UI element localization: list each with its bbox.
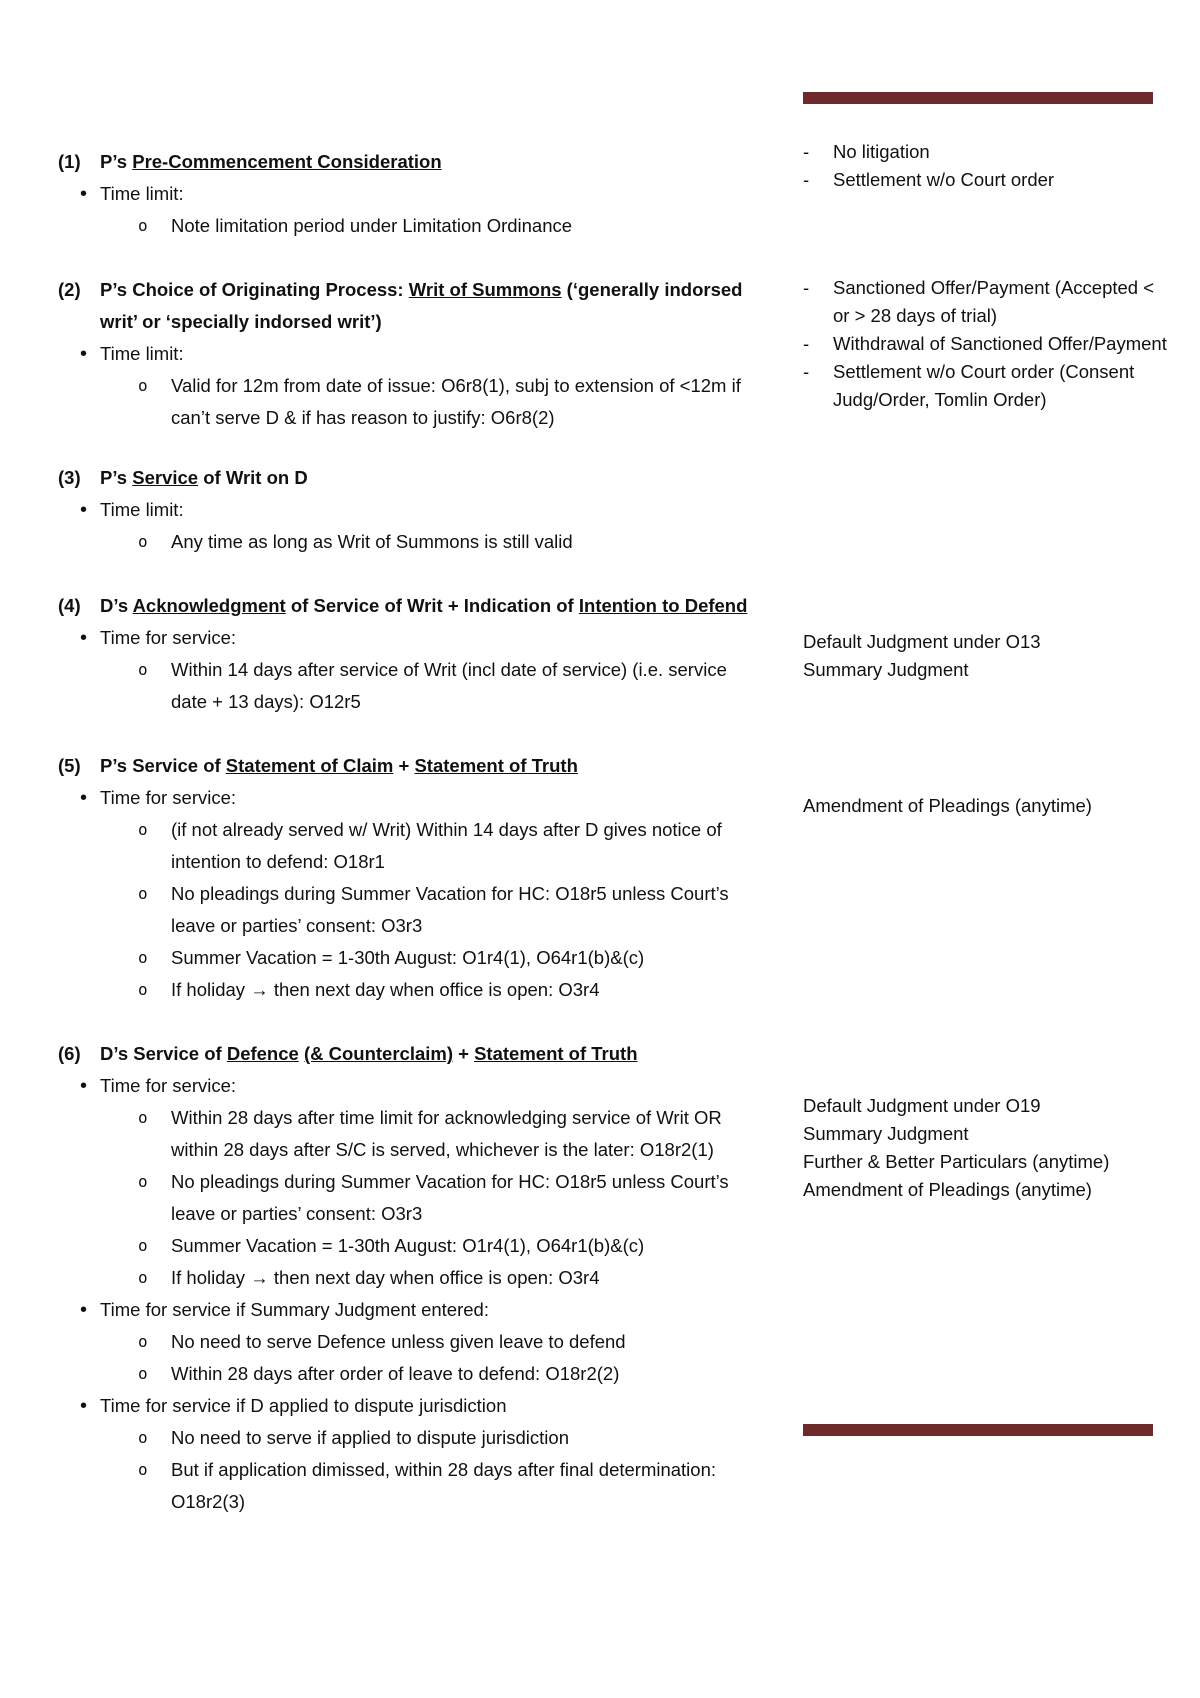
bullet-list	[58, 338, 758, 434]
side-note-item: Default Judgment under O19	[803, 1095, 1041, 1116]
sub-item: o Note limitation period under Limitation Ordinance	[100, 210, 758, 242]
title-text-underlined: Service	[132, 467, 199, 488]
sub-item: o No pleadings during Summer Vacation for HC: O18r5 unless Court’s leave or parties’ consent: O3r3	[100, 1166, 758, 1230]
bullet-label: Time limit:	[100, 499, 184, 520]
section-2	[58, 274, 758, 434]
bottom-accent-bar	[803, 1424, 1153, 1436]
title-text: P’s	[100, 467, 133, 488]
title-text: +	[453, 1043, 475, 1064]
bullet-item	[58, 338, 758, 434]
section-heading	[58, 1038, 758, 1070]
side-note-item: Amendment of Pleadings (anytime)	[803, 795, 1092, 816]
side-note-item: Further & Better Particulars (anytime)	[803, 1151, 1110, 1172]
section-title	[100, 146, 758, 178]
dash-list	[803, 138, 1173, 194]
sub-list	[100, 526, 758, 558]
title-text: of Service of Writ + Indication of	[285, 595, 579, 616]
section-title	[100, 462, 758, 494]
section-5	[58, 750, 758, 1006]
sub-list	[100, 1422, 758, 1518]
section-heading	[58, 146, 758, 178]
side-note-item: - Settlement w/o Court order	[803, 166, 1173, 194]
side-note-item: Summary Judgment	[803, 1123, 969, 1144]
dash-list	[803, 274, 1173, 414]
sub-item: o If holiday → then next day when office is open: O3r4	[100, 974, 758, 1006]
side-note-item: Default Judgment under O13	[803, 631, 1041, 652]
section-title	[100, 274, 758, 338]
sub-list	[100, 1326, 758, 1390]
sub-item: o (if not already served w/ Writ) Within 14 days after D gives notice of intention to defend: O18r1	[100, 814, 758, 878]
bullet-label: Time for service if Summary Judgment entered:	[100, 1299, 489, 1320]
sub-item: o Within 14 days after service of Writ (incl date of service) (i.e. service date + 13 days): O12r5	[100, 654, 758, 718]
section-number: (6)	[58, 1043, 81, 1064]
side-note-2	[803, 274, 1173, 414]
title-text-underlined: Intention to Defend	[578, 595, 748, 616]
bullet-list	[58, 494, 758, 558]
side-note-4	[803, 792, 1173, 820]
title-text: D’s Service of	[100, 1043, 227, 1064]
sub-item: o No need to serve Defence unless given leave to defend	[100, 1326, 758, 1358]
section-1	[58, 146, 758, 242]
sub-list	[100, 814, 758, 1006]
title-text-underlined: Statement of Truth	[474, 1043, 638, 1064]
side-note-item: Amendment of Pleadings (anytime)	[803, 1179, 1092, 1200]
sub-list	[100, 210, 758, 242]
title-text-underlined: Acknowledgment	[132, 595, 286, 616]
section-4	[58, 590, 758, 718]
title-text: P’s Service of	[100, 755, 226, 776]
bullet-list	[58, 1070, 758, 1518]
bullet-item	[58, 1070, 758, 1294]
sub-item: o Within 28 days after order of leave to defend: O18r2(2)	[100, 1358, 758, 1390]
bullet-list	[58, 782, 758, 1006]
side-note-item: - Settlement w/o Court order (Consent Judg/Order, Tomlin Order)	[803, 358, 1173, 414]
side-note-item: - Withdrawal of Sanctioned Offer/Payment	[803, 330, 1173, 358]
sub-list	[100, 654, 758, 718]
section-number: (4)	[58, 595, 81, 616]
title-text-underlined: Statement of Claim	[225, 755, 394, 776]
side-note-item: - Sanctioned Offer/Payment (Accepted < or > 28 days of trial)	[803, 274, 1173, 330]
bullet-list	[58, 178, 758, 242]
sub-item: o No need to serve if applied to dispute jurisdiction	[100, 1422, 758, 1454]
title-text: D’s	[100, 595, 133, 616]
title-text: +	[393, 755, 415, 776]
sub-item: o Summer Vacation = 1-30th August: O1r4(1), O64r1(b)&(c)	[100, 942, 758, 974]
sub-item: o Summer Vacation = 1-30th August: O1r4(1), O64r1(b)&(c)	[100, 1230, 758, 1262]
side-note-item: - No litigation	[803, 138, 1173, 166]
title-text-underlined: Statement of Truth	[414, 755, 578, 776]
title-text: (‘generally indorsed writ’ or ‘specially indorsed writ’)	[100, 279, 743, 332]
section-heading	[58, 274, 758, 338]
title-text-underlined: (& Counterclaim)	[303, 1043, 453, 1064]
bullet-label: Time for service:	[100, 787, 237, 808]
sub-item: o But if application dimissed, within 28 days after final determination: O18r2(3)	[100, 1454, 758, 1518]
sub-item: o No pleadings during Summer Vacation for HC: O18r5 unless Court’s leave or parties’ consent: O3r3	[100, 878, 758, 942]
sub-item: o Within 28 days after time limit for acknowledging service of Writ OR within 28 days after S/C is served, whichever is the later: O18r2(1)	[100, 1102, 758, 1166]
bullet-label: Time for service:	[100, 627, 237, 648]
title-text-underlined: Defence	[226, 1043, 299, 1064]
bullet-item	[58, 782, 758, 1006]
bullet-list	[58, 622, 758, 718]
top-accent-bar	[803, 92, 1153, 104]
section-number: (1)	[58, 151, 81, 172]
title-text-underlined: Writ of Summons	[408, 279, 562, 300]
title-text: P’s	[100, 151, 133, 172]
sub-item: o Valid for 12m from date of issue: O6r8(1), subj to extension of <12m if can’t serve D & if has reason to justify: O6r8(2)	[100, 370, 758, 434]
title-text: of Writ on D	[198, 467, 308, 488]
section-number: (5)	[58, 755, 81, 776]
section-number: (2)	[58, 279, 81, 300]
bullet-item	[58, 1390, 758, 1518]
bullet-item	[58, 178, 758, 242]
bullet-item	[58, 622, 758, 718]
section-title	[100, 750, 758, 782]
bullet-item	[58, 1294, 758, 1390]
procedure-steps	[58, 146, 758, 1518]
bullet-item	[58, 494, 758, 558]
sub-list	[100, 370, 758, 434]
bullet-label: Time limit:	[100, 343, 184, 364]
title-text-underlined: Pre-Commencement Consideration	[132, 151, 442, 172]
side-note-3	[803, 628, 1173, 684]
side-note-1	[803, 138, 1173, 194]
section-heading	[58, 462, 758, 494]
section-title	[100, 1038, 758, 1070]
side-note-5	[803, 1092, 1173, 1204]
sub-item: o Any time as long as Writ of Summons is still valid	[100, 526, 758, 558]
bullet-label: Time limit:	[100, 183, 184, 204]
bullet-label: Time for service:	[100, 1075, 237, 1096]
section-3	[58, 462, 758, 558]
sub-item: o If holiday → then next day when office is open: O3r4	[100, 1262, 758, 1294]
title-text: P’s Choice of Originating Process:	[100, 279, 409, 300]
bullet-label: Time for service if D applied to dispute jurisdiction	[100, 1395, 507, 1416]
section-title	[100, 590, 758, 622]
section-6	[58, 1038, 758, 1518]
side-note-item: Summary Judgment	[803, 659, 969, 680]
sub-list	[100, 1102, 758, 1294]
section-number: (3)	[58, 467, 81, 488]
section-heading	[58, 750, 758, 782]
section-heading	[58, 590, 758, 622]
